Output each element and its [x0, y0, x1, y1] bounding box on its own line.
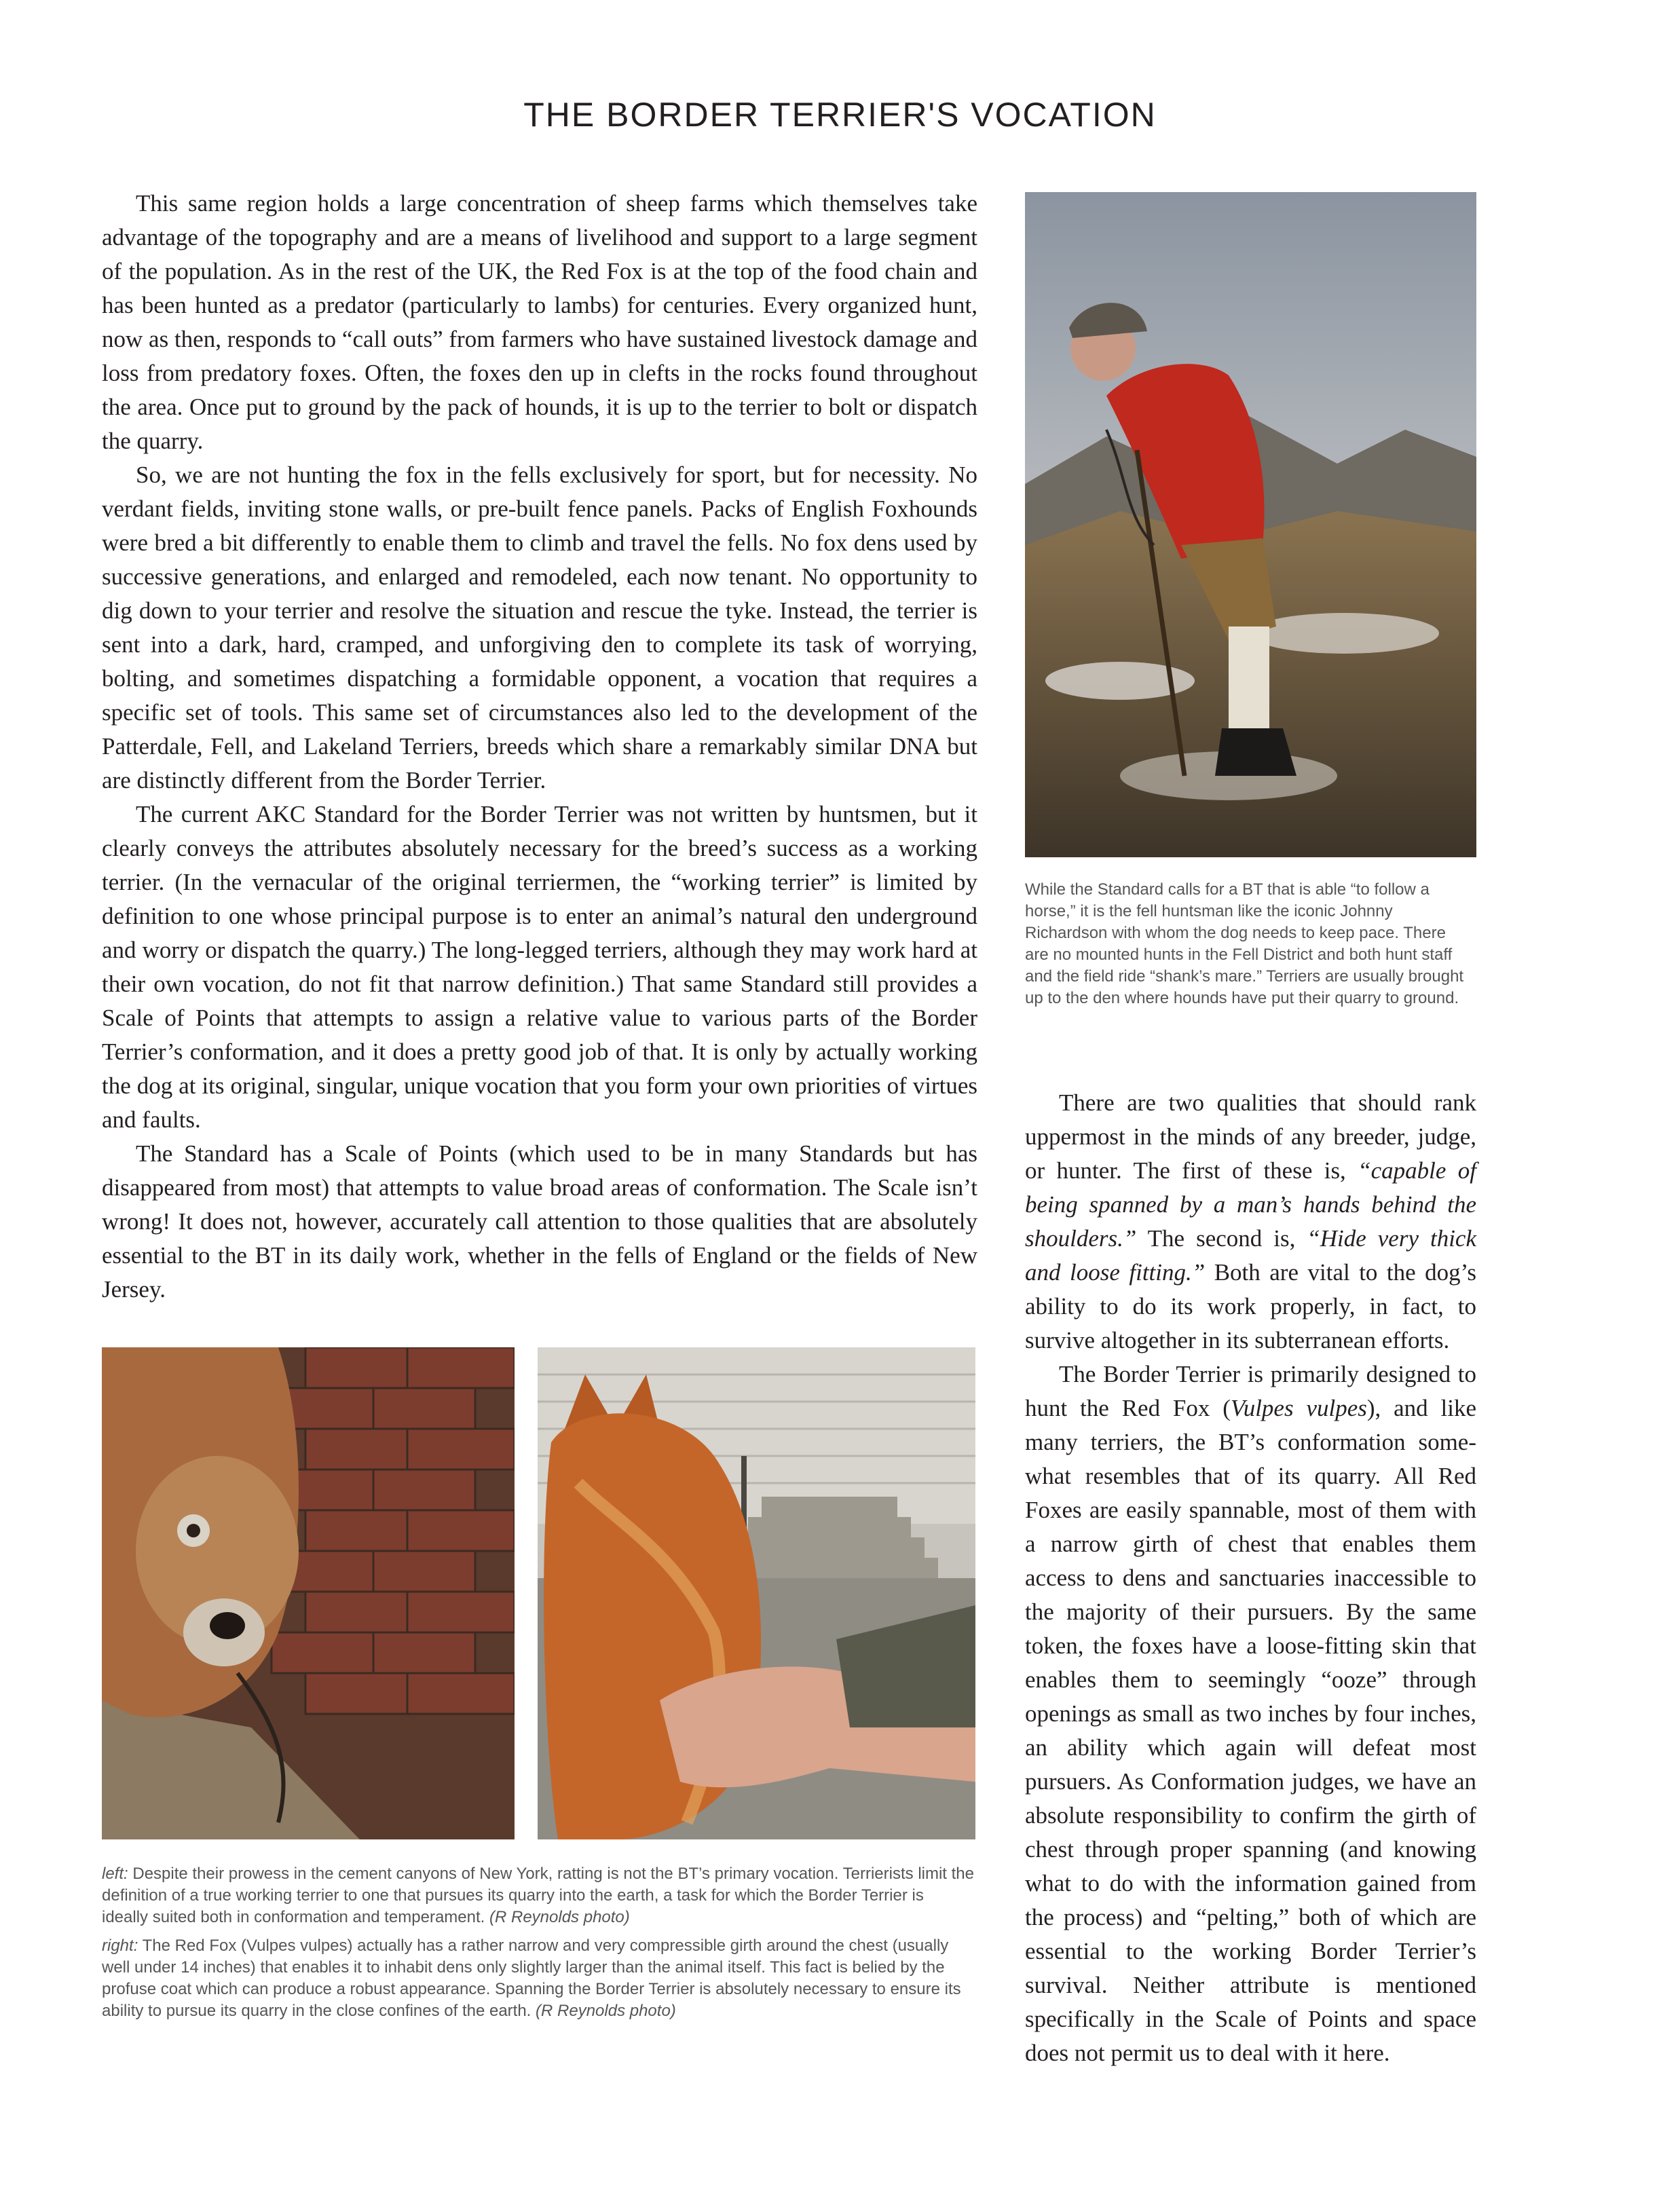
- standard-quote-hide: “Hide very thick and loose fitting.”: [1025, 1225, 1476, 1286]
- bottom-photo-captions: [102, 1863, 974, 2029]
- photo-credit: (R Reynolds photo): [536, 2002, 676, 2020]
- huntsman-photo-caption: While the Standard calls for a BT that is able “to follow a horse,” it is the fell huntsman like the iconic Johnny Richardson with whom the dog needs to keep pace. There are no mounted hunts in the Fell District and both hunt staff and the field ride “shank’s mare.” Terriers are usually brought up to the den where hounds have put their quarry to ground.: [1025, 880, 1464, 1007]
- paragraph-sheep-farms: This same region holds a large concentration of sheep farms which themselves take advantage of the topography and are a means of livelihood and support to a large segment of the population. As in the rest of the UK, the Red Fox is at the top of the food chain and has been hunted as a predator (particularly to lambs) for centuries. Every organized hunt, now as then, responds to “call outs” from farmers who have sustained livestock damage and loss from predatory foxes. Often, the foxes den up in clefts in the rocks found throughout the area. Once put to ground by the pack of hounds, it is up to the terrier to bolt or dispatch the quarry.: [102, 190, 977, 454]
- caption-label-right: right:: [102, 1937, 138, 1955]
- huntsman-photo: [1025, 192, 1476, 857]
- photo-credit: (R Reynolds photo): [489, 1908, 630, 1926]
- paragraph-akc-standard: The current AKC Standard for the Border Terrier was not written by huntsmen, but it clearly conveys the attributes absolutely necessary for the breed’s success as a working terrier. (In the vernacular of the original terriermen, the “working terrier” is limited by definition to one whose principal purpose is to enter an animal’s natural den underground and worry or dispatch the quarry.) The long-legged terriers, although they may work hard at their own vocation, do not fit that narrow definition.) That same Standard still provides a Scale of Points that attempts to assign a relative value to various parts of the Border Terrier’s conformation, and it does a pretty good job of that. It is only by actually working the dog at its original, singular, unique vocation that you form your own priorities of virtues and faults.: [102, 801, 977, 1133]
- paragraph-scale-of-points: The Standard has a Scale of Points (which used to be in many Standards but has disappeared from most) that attempts to value broad areas of conformation. The Scale isn’t wrong! It does not, however, accurately call attention to those qualities that are absolutely essential to the BT in its daily work, whether in the fells of England or the fields of New Jersey.: [102, 1140, 977, 1303]
- standard-quote-spanned: “capable of being spanned by a man’s hands behind the shoulders.”: [1025, 1157, 1477, 1252]
- paragraph-red-fox: [1025, 1358, 1476, 2070]
- species-name: Vulpes vulpes: [1230, 1395, 1367, 1421]
- caption-text: The Red Fox (Vulpes vulpes) actually has a rather narrow and very compressible girth around the chest (usually well under 14 inches) that enables it to inhabit dens only slightly larger than the animal itself. This fact is belied by the profuse coat which can produce a robust appearance. Spanning the Border Terrier is absolutely necessary to ensure its ability to pursue its quarry in the close confines of the earth.: [102, 1937, 961, 2020]
- text-run: Both are vital to the dog’s ability to do its work properly, in fact, to survive altogether in its subterranean efforts.: [1025, 1259, 1477, 1353]
- right-column-text: [1025, 1086, 1476, 2070]
- terrier-photo: [102, 1347, 515, 1839]
- fox-photo: [538, 1347, 975, 1839]
- text-run: The Border Terrier is primarily designed to hunt the Red Fox (: [1025, 1361, 1476, 1421]
- caption-label-left: left:: [102, 1865, 128, 1883]
- paragraph-not-sport: So, we are not hunting the fox in the fells exclusively for sport, but for necessity. No verdant fields, inviting stone walls, or pre-built fence panels. Packs of English Foxhounds were bred a bit differently to enable them to climb and travel the fells. No fox dens used by successive generations, and enlarged and remodeled, each now tenant. No opportunity to dig down to your terrier and resolve the situation and rescue the tyke. Instead, the terrier is sent into a dark, hard, cramped, and unforgiving den to complete its task of worrying, bolting, and sometimes dispatching a formidable opponent, a vocation that requires a specific set of tools. This same set of circumstances also led to the development of the Patterdale, Fell, and Lakeland Terriers, breeds which share a remarkably similar DNA but are distinctly different from the Border Terrier.: [102, 462, 977, 793]
- page-header: THE BORDER TERRIER'S VOCATION: [523, 96, 1157, 134]
- paragraph-two-qualities: [1025, 1086, 1476, 1358]
- left-photo-caption: [102, 1863, 974, 1928]
- text-run: The second is,: [1136, 1225, 1307, 1252]
- left-column-text: [102, 187, 977, 1307]
- text-run: There are two qualities that should rank uppermost in the minds of any breeder, judge, or hunter. The first of these is,: [1025, 1089, 1476, 1184]
- caption-text: Despite their prowess in the cement canyons of New York, ratting is not the BT’s primary vocation. Terrierists limit the definition of a true working terrier to one that pursues its quarry into the earth, a task for which the Border Terrier is ideally suited both in conformation and temperament.: [102, 1865, 974, 1926]
- text-run: ), and like many terriers, the BT’s conformation somewhat resembles that of its quarry. All Red Foxes are easily spannable, most of them with a narrow girth of chest that enables them access to dens and sanctuaries inaccessible to the majority of their pursuers. By the same token, the foxes have a loose-fitting skin that enables them to seemingly “ooze” through openings as small as two inches by four inches, an ability which again will defeat most pursuers. As Conformation judges, we have an absolute responsibility to confirm the girth of chest through proper spanning (and knowing what to do with the information gained from the process) and “pelting,” both of which are essential to the working Border Terrier’s survival. Neither attribute is mentioned specifically in the Scale of Points and space does not permit us to deal with it here.: [1025, 1395, 1476, 2066]
- right-photo-caption: [102, 1935, 974, 2022]
